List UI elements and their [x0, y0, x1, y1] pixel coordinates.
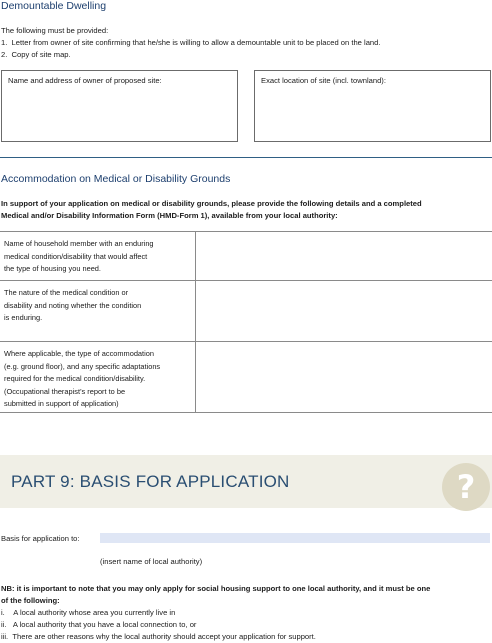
- nb-line2: of the following:: [1, 596, 60, 605]
- medical-intro-line1: In support of your application on medical or disability grounds, please provide the following details and a completed: [1, 199, 422, 208]
- condition-nature-input[interactable]: [196, 281, 491, 341]
- owner-name-address-field[interactable]: [1, 70, 238, 142]
- demountable-item-1: 1. Letter from owner of site confirming that he/she is willing to allow a demountable unit to be placed on the land.: [1, 38, 381, 47]
- demountable-title: Demountable Dwelling: [1, 0, 107, 12]
- table-row-label: The nature of the medical condition or disability and noting whether the condition is enduring.: [4, 288, 142, 322]
- section-divider: [0, 157, 492, 158]
- accommodation-type-input[interactable]: [196, 342, 491, 412]
- basis-hint: (insert name of local authority): [100, 557, 203, 566]
- part9-banner: [0, 455, 492, 508]
- option-iii: iii. There are other reasons why the local authority should accept your application for support.: [1, 632, 316, 641]
- demountable-intro: The following must be provided:: [1, 26, 109, 35]
- site-location-label: Exact location of site (incl. townland):: [261, 76, 386, 85]
- option-ii: ii. A local authority that you have a local connection to, or: [1, 620, 197, 629]
- option-i: i. A local authority whose area you currently live in: [1, 608, 176, 617]
- medical-intro-line2: Medical and/or Disability Information Form (HMD-Form 1), available from your local authority:: [1, 211, 338, 220]
- local-authority-input[interactable]: [100, 533, 490, 543]
- medical-title: Accommodation on Medical or Disability Grounds: [1, 173, 231, 185]
- owner-name-address-label: Name and address of owner of proposed site:: [8, 76, 162, 85]
- table-row-label: Where applicable, the type of accommodation (e.g. ground floor), and any specific adaptations required for the medical condition/disability. (Occupational therapist’s report to be submitted in support of application): [4, 349, 161, 408]
- site-location-field[interactable]: [254, 70, 491, 142]
- question-icon: ?: [442, 463, 490, 511]
- demountable-item-2: 2. Copy of site map.: [1, 50, 71, 59]
- part9-title: PART 9: BASIS FOR APPLICATION: [11, 472, 290, 491]
- table-border-bottom: [0, 412, 492, 413]
- basis-label: Basis for application to:: [1, 534, 80, 543]
- household-member-input[interactable]: [196, 232, 491, 280]
- table-row-label: Name of household member with an enduring medical condition/disability that would affect the type of housing you need.: [4, 239, 154, 273]
- nb-line1: NB: it is important to note that you may only apply for social housing support to one local authority, and it must be one: [1, 584, 431, 593]
